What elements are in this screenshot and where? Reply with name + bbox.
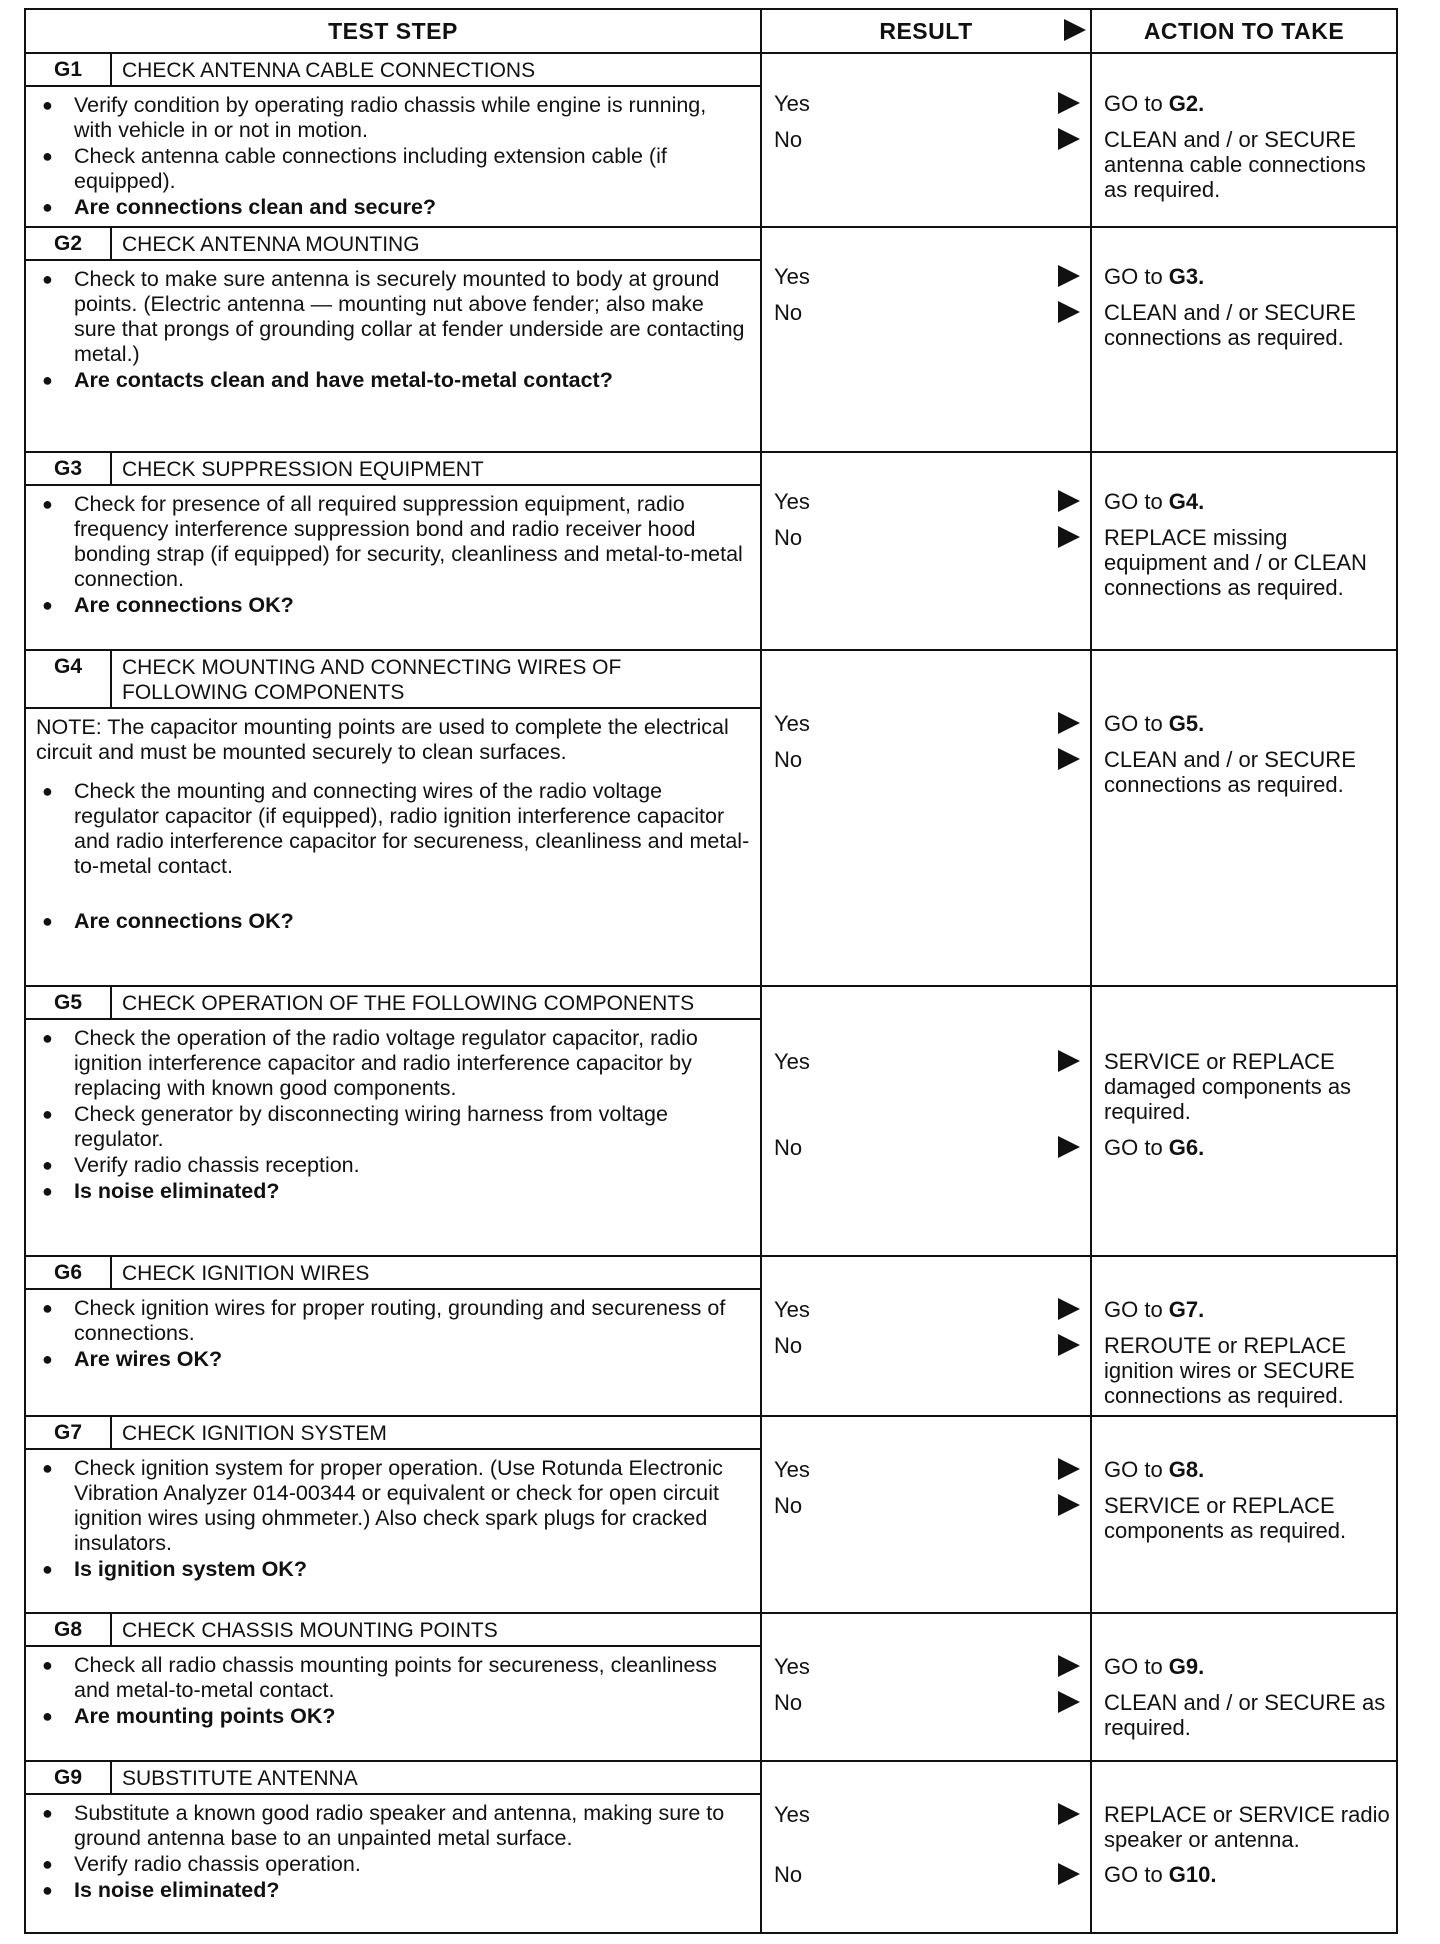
step-title: CHECK IGNITION WIRES bbox=[122, 1262, 370, 1285]
step-id: G6 bbox=[26, 1257, 112, 1288]
result-no: No bbox=[774, 525, 1080, 551]
step-question: ● Are mounting points OK? bbox=[36, 1704, 750, 1729]
result-yes: Yes bbox=[774, 1457, 1080, 1483]
action-yes: SERVICE or REPLACE damaged components as required. bbox=[1104, 1049, 1352, 1124]
arrow-right-icon bbox=[1058, 1803, 1080, 1825]
result-no: No bbox=[774, 127, 1080, 153]
step-question: ● Is noise eliminated? bbox=[36, 1179, 750, 1204]
step-bullet: ● Check ignition wires for proper routing, grounding and secureness of connections. bbox=[36, 1296, 750, 1346]
step-row-g2 bbox=[25, 227, 1397, 452]
action-yes: GO to G8. bbox=[1104, 1457, 1205, 1482]
step-bullet: ● Check generator by disconnecting wiring harness from voltage regulator. bbox=[36, 1102, 750, 1152]
result-no: No bbox=[774, 1862, 1080, 1888]
result-yes: Yes bbox=[774, 91, 1080, 117]
arrow-right-icon bbox=[1058, 1298, 1080, 1320]
header-action: ACTION TO TAKE bbox=[1091, 9, 1397, 53]
arrow-right-icon bbox=[1058, 265, 1080, 287]
step-note: NOTE: The capacitor mounting points are used to complete the electrical circuit and must be mounted securely to clean surfaces. bbox=[36, 715, 729, 764]
step-row-g8 bbox=[25, 1613, 1397, 1761]
result-yes: Yes bbox=[774, 711, 1080, 737]
arrow-right-icon bbox=[1058, 712, 1080, 734]
action-no: GO to G6. bbox=[1104, 1135, 1205, 1160]
step-title: CHECK CHASSIS MOUNTING POINTS bbox=[122, 1619, 498, 1642]
step-bullet: ● Check the mounting and connecting wires of the radio voltage regulator capacitor (if equipped), radio ignition interference capacitor and radio interference capacitor for secureness, cleanliness and metal-to-metal contact. bbox=[36, 779, 750, 879]
action-no: SERVICE or REPLACE components as required. bbox=[1104, 1493, 1347, 1543]
arrow-right-icon bbox=[1058, 1458, 1080, 1480]
arrow-right-icon bbox=[1058, 748, 1080, 770]
action-no: CLEAN and / or SECURE antenna cable connections as required. bbox=[1104, 127, 1366, 202]
result-yes: Yes bbox=[774, 1654, 1080, 1680]
step-row-g5 bbox=[25, 986, 1397, 1256]
result-yes: Yes bbox=[774, 264, 1080, 290]
step-bullet: ● Verify condition by operating radio chassis while engine is running, with vehicle in or not in motion. bbox=[36, 93, 750, 143]
step-id: G9 bbox=[26, 1762, 112, 1793]
arrow-right-icon bbox=[1058, 1863, 1080, 1885]
step-bullet: ● Check all radio chassis mounting points for secureness, cleanliness and metal-to-metal contact. bbox=[36, 1653, 750, 1703]
step-question: ● Is noise eliminated? bbox=[36, 1878, 750, 1903]
step-bullet: ● Check to make sure antenna is securely mounted to body at ground points. (Electric antenna — mounting nut above fender; also make sure that prongs of grounding collar at fender underside are contacting metal.) bbox=[36, 267, 750, 367]
step-row-g4 bbox=[25, 650, 1397, 986]
result-no: No bbox=[774, 1493, 1080, 1519]
action-no: CLEAN and / or SECURE connections as required. bbox=[1104, 300, 1356, 350]
step-id: G2 bbox=[26, 228, 112, 259]
step-bullet: ● Substitute a known good radio speaker and antenna, making sure to ground antenna base to an unpainted metal surface. bbox=[36, 1801, 750, 1851]
result-yes: Yes bbox=[774, 1297, 1080, 1323]
action-yes: GO to G3. bbox=[1104, 264, 1205, 289]
action-yes: GO to G2. bbox=[1104, 91, 1205, 116]
action-yes: GO to G5. bbox=[1104, 711, 1205, 736]
step-id: G4 bbox=[26, 651, 112, 707]
action-no: REPLACE missing equipment and / or CLEAN connections as required. bbox=[1104, 525, 1367, 600]
diagnostic-table bbox=[24, 8, 1396, 1934]
step-id: G8 bbox=[26, 1614, 112, 1645]
arrow-right-icon bbox=[1064, 19, 1086, 41]
step-id: G7 bbox=[26, 1417, 112, 1448]
step-title: CHECK OPERATION OF THE FOLLOWING COMPONENTS bbox=[122, 992, 695, 1015]
action-yes: REPLACE or SERVICE radio speaker or antenna. bbox=[1104, 1802, 1390, 1852]
step-question: ● Are contacts clean and have metal-to-metal contact? bbox=[36, 368, 750, 393]
step-title: CHECK IGNITION SYSTEM bbox=[122, 1422, 387, 1445]
arrow-right-icon bbox=[1058, 301, 1080, 323]
result-no: No bbox=[774, 300, 1080, 326]
step-title: CHECK ANTENNA MOUNTING bbox=[122, 233, 420, 256]
arrow-right-icon bbox=[1058, 1494, 1080, 1516]
step-row-g7 bbox=[25, 1416, 1397, 1613]
step-question: ● Are connections OK? bbox=[36, 909, 750, 934]
action-no: REROUTE or REPLACE ignition wires or SECURE connections as required. bbox=[1104, 1333, 1355, 1408]
step-title: CHECK ANTENNA CABLE CONNECTIONS bbox=[122, 59, 536, 82]
step-id: G3 bbox=[26, 453, 112, 484]
step-question: ● Is ignition system OK? bbox=[36, 1557, 750, 1582]
result-no: No bbox=[774, 747, 1080, 773]
arrow-right-icon bbox=[1058, 1655, 1080, 1677]
step-row-g1 bbox=[25, 53, 1397, 227]
arrow-right-icon bbox=[1058, 1334, 1080, 1356]
arrow-right-icon bbox=[1058, 526, 1080, 548]
result-yes: Yes bbox=[774, 1049, 1080, 1075]
result-no: No bbox=[774, 1135, 1080, 1161]
step-title: SUBSTITUTE ANTENNA bbox=[122, 1767, 358, 1790]
arrow-right-icon bbox=[1058, 92, 1080, 114]
action-yes: GO to G4. bbox=[1104, 489, 1205, 514]
step-bullet: ● Check ignition system for proper operation. (Use Rotunda Electronic Vibration Analyzer 014-00344 or equivalent or check for open circuit ignition wires using ohmmeter.) Also check spark plugs for cracked insulators. bbox=[36, 1456, 750, 1556]
header-result: RESULT bbox=[761, 9, 1091, 53]
action-yes: GO to G7. bbox=[1104, 1297, 1205, 1322]
step-question: ● Are wires OK? bbox=[36, 1347, 750, 1372]
result-yes: Yes bbox=[774, 489, 1080, 515]
step-bullet: ● Check for presence of all required suppression equipment, radio frequency interference suppression bond and radio receiver hood bonding strap (if equipped) for security, cleanliness and metal-to-metal connection. bbox=[36, 492, 750, 592]
step-bullet: ● Verify radio chassis reception. bbox=[36, 1153, 750, 1178]
arrow-right-icon bbox=[1058, 128, 1080, 150]
step-title: CHECK SUPPRESSION EQUIPMENT bbox=[122, 458, 484, 481]
step-bullet: ● Check antenna cable connections including extension cable (if equipped). bbox=[36, 144, 750, 194]
action-yes: GO to G9. bbox=[1104, 1654, 1205, 1679]
result-no: No bbox=[774, 1690, 1080, 1716]
step-row-g3 bbox=[25, 452, 1397, 650]
action-no: CLEAN and / or SECURE as required. bbox=[1104, 1690, 1386, 1740]
arrow-right-icon bbox=[1058, 1050, 1080, 1072]
arrow-right-icon bbox=[1058, 490, 1080, 512]
header-test-step: TEST STEP bbox=[25, 9, 761, 53]
step-question: ● Are connections OK? bbox=[36, 593, 750, 618]
step-bullet: ● Verify radio chassis operation. bbox=[36, 1852, 750, 1877]
step-id: G1 bbox=[26, 54, 112, 85]
result-yes: Yes bbox=[774, 1802, 1080, 1828]
step-question: ● Are connections clean and secure? bbox=[36, 195, 750, 220]
result-no: No bbox=[774, 1333, 1080, 1359]
step-title: CHECK MOUNTING AND CONNECTING WIRES OF FOLLOWING COMPONENTS bbox=[122, 656, 622, 704]
action-no: CLEAN and / or SECURE connections as required. bbox=[1104, 747, 1356, 797]
step-row-g6 bbox=[25, 1256, 1397, 1416]
step-bullet: ● Check the operation of the radio voltage regulator capacitor, radio ignition interference capacitor and radio interference capacitor by replacing with known good components. bbox=[36, 1026, 750, 1101]
arrow-right-icon bbox=[1058, 1136, 1080, 1158]
arrow-right-icon bbox=[1058, 1691, 1080, 1713]
step-row-g9 bbox=[25, 1761, 1397, 1933]
action-no: GO to G10. bbox=[1104, 1862, 1217, 1887]
step-id: G5 bbox=[26, 987, 112, 1018]
